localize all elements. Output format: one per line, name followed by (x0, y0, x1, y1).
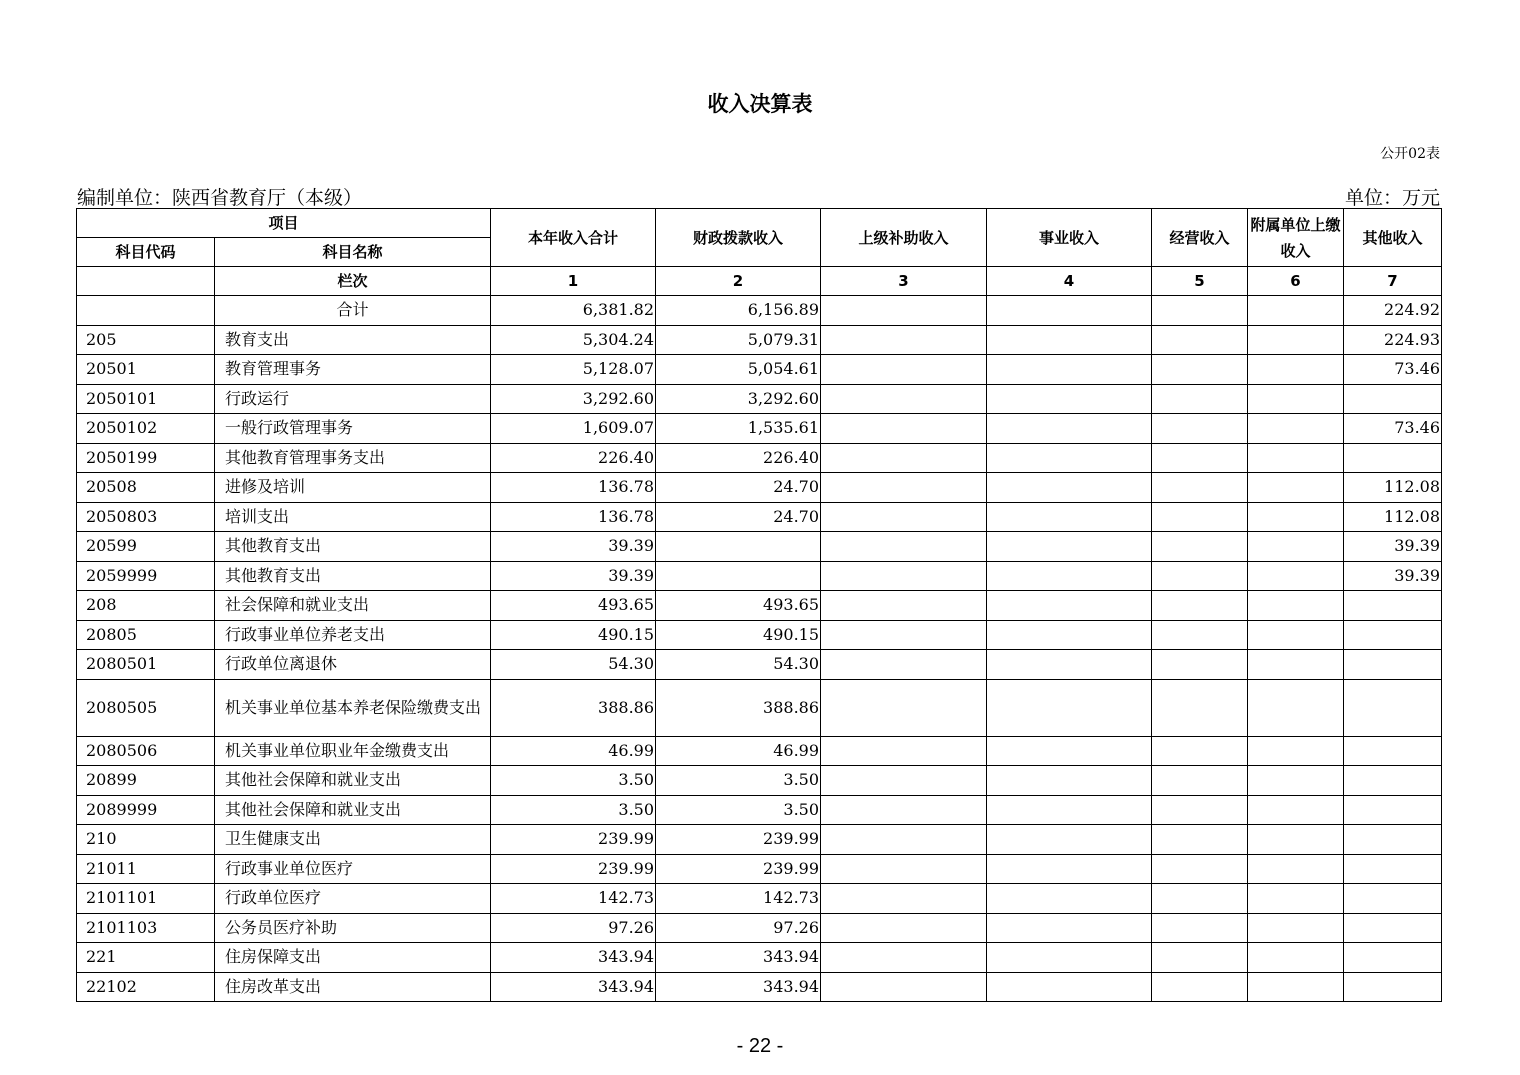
header-num-5: 5 (1152, 267, 1248, 296)
amount-col-7: 224.93 (1344, 325, 1442, 355)
amount-col-1: 39.39 (491, 532, 656, 562)
amount-col-2: 142.73 (656, 884, 821, 914)
amount-col-2: 1,535.61 (656, 414, 821, 444)
header-num-7: 7 (1344, 267, 1442, 296)
subject-code: 21011 (77, 854, 215, 884)
subject-name: 培训支出 (215, 502, 491, 532)
amount-col-1: 239.99 (491, 825, 656, 855)
table-row (77, 620, 1442, 650)
amount-col-4 (987, 679, 1152, 736)
amount-col-6 (1248, 325, 1344, 355)
header-num-6: 6 (1248, 267, 1344, 296)
amount-col-5 (1152, 384, 1248, 414)
header-project: 项目 (77, 209, 491, 238)
amount-col-1: 3.50 (491, 766, 656, 796)
amount-col-6 (1248, 384, 1344, 414)
subject-code: 20501 (77, 355, 215, 385)
amount-col-7: 73.46 (1344, 355, 1442, 385)
amount-col-4 (987, 913, 1152, 943)
amount-col-4 (987, 591, 1152, 621)
amount-col-3 (821, 443, 987, 473)
amount-col-5 (1152, 414, 1248, 444)
amount-col-6 (1248, 884, 1344, 914)
amount-col-2: 388.86 (656, 679, 821, 736)
amount-col-7 (1344, 972, 1442, 1002)
amount-col-1: 226.40 (491, 443, 656, 473)
header-name: 科目名称 (215, 238, 491, 267)
amount-col-3 (821, 913, 987, 943)
amount-col-3 (821, 943, 987, 973)
amount-col-4 (987, 972, 1152, 1002)
subject-code: 2101103 (77, 913, 215, 943)
amount-col-7 (1344, 913, 1442, 943)
currency-unit: 单位：万元 (1344, 187, 1440, 209)
amount-col-3 (821, 296, 987, 326)
subject-name: 其他教育管理事务支出 (215, 443, 491, 473)
amount-col-3 (821, 795, 987, 825)
amount-col-3 (821, 884, 987, 914)
amount-col-1: 136.78 (491, 473, 656, 503)
subject-code: 210 (77, 825, 215, 855)
amount-col-3 (821, 591, 987, 621)
amount-col-6 (1248, 355, 1344, 385)
table-row (77, 355, 1442, 385)
subject-code: 2059999 (77, 561, 215, 591)
amount-col-6 (1248, 795, 1344, 825)
amount-col-2: 3.50 (656, 795, 821, 825)
amount-col-7 (1344, 679, 1442, 736)
subject-name: 教育管理事务 (215, 355, 491, 385)
amount-col-5 (1152, 650, 1248, 680)
table-row (77, 854, 1442, 884)
table-row (77, 913, 1442, 943)
amount-col-7: 224.92 (1344, 296, 1442, 326)
amount-col-4 (987, 414, 1152, 444)
subject-name: 其他教育支出 (215, 532, 491, 562)
table-row (77, 296, 1442, 326)
subject-code: 20899 (77, 766, 215, 796)
amount-col-2: 6,156.89 (656, 296, 821, 326)
amount-col-5 (1152, 913, 1248, 943)
amount-col-4 (987, 795, 1152, 825)
amount-col-7 (1344, 943, 1442, 973)
subject-name: 其他教育支出 (215, 561, 491, 591)
amount-col-2: 343.94 (656, 943, 821, 973)
table-row (77, 591, 1442, 621)
table-row (77, 473, 1442, 503)
amount-col-6 (1248, 650, 1344, 680)
header-num-1: 1 (491, 267, 656, 296)
header-operating: 经营收入 (1152, 209, 1248, 267)
subject-name: 合计 (215, 296, 491, 326)
amount-col-5 (1152, 443, 1248, 473)
page-title: 收入决算表 (707, 92, 813, 116)
amount-col-1: 493.65 (491, 591, 656, 621)
amount-col-3 (821, 325, 987, 355)
subject-name: 其他社会保障和就业支出 (215, 795, 491, 825)
subject-name: 行政单位医疗 (215, 884, 491, 914)
amount-col-6 (1248, 913, 1344, 943)
amount-col-3 (821, 532, 987, 562)
amount-col-3 (821, 736, 987, 766)
table-row (77, 736, 1442, 766)
header-superior: 上级补助收入 (821, 209, 987, 267)
subject-name: 教育支出 (215, 325, 491, 355)
subject-code: 2050102 (77, 414, 215, 444)
subject-code: 208 (77, 591, 215, 621)
amount-col-5 (1152, 854, 1248, 884)
amount-col-6 (1248, 296, 1344, 326)
table-row (77, 679, 1442, 736)
table-row (77, 561, 1442, 591)
amount-col-1: 343.94 (491, 972, 656, 1002)
amount-col-6 (1248, 561, 1344, 591)
amount-col-5 (1152, 561, 1248, 591)
subject-name: 行政单位离退休 (215, 650, 491, 680)
amount-col-2 (656, 561, 821, 591)
amount-col-7 (1344, 795, 1442, 825)
amount-col-5 (1152, 766, 1248, 796)
amount-col-1: 343.94 (491, 943, 656, 973)
amount-col-3 (821, 825, 987, 855)
amount-col-5 (1152, 473, 1248, 503)
amount-col-2: 226.40 (656, 443, 821, 473)
amount-col-6 (1248, 502, 1344, 532)
amount-col-5 (1152, 972, 1248, 1002)
amount-col-5 (1152, 591, 1248, 621)
amount-col-6 (1248, 943, 1344, 973)
amount-col-1: 490.15 (491, 620, 656, 650)
amount-col-7 (1344, 854, 1442, 884)
compiling-unit: 编制单位：陕西省教育厅（本级） (77, 187, 363, 209)
amount-col-6 (1248, 972, 1344, 1002)
amount-col-2: 5,054.61 (656, 355, 821, 385)
amount-col-6 (1248, 620, 1344, 650)
amount-col-1: 1,609.07 (491, 414, 656, 444)
amount-col-1: 54.30 (491, 650, 656, 680)
subject-name: 公务员医疗补助 (215, 913, 491, 943)
amount-col-4 (987, 650, 1152, 680)
amount-col-1: 142.73 (491, 884, 656, 914)
table-body (77, 296, 1442, 1002)
table-row (77, 972, 1442, 1002)
subject-name: 社会保障和就业支出 (215, 591, 491, 621)
amount-col-4 (987, 884, 1152, 914)
amount-col-6 (1248, 766, 1344, 796)
amount-col-5 (1152, 736, 1248, 766)
amount-col-5 (1152, 355, 1248, 385)
amount-col-6 (1248, 532, 1344, 562)
page-number: - 22 - (736, 1035, 784, 1057)
amount-col-4 (987, 943, 1152, 973)
amount-col-7: 73.46 (1344, 414, 1442, 444)
table-row (77, 532, 1442, 562)
amount-col-7 (1344, 825, 1442, 855)
amount-col-2: 54.30 (656, 650, 821, 680)
amount-col-2: 343.94 (656, 972, 821, 1002)
table-row (77, 443, 1442, 473)
amount-col-4 (987, 620, 1152, 650)
subject-name: 机关事业单位基本养老保险缴费支出 (215, 679, 491, 736)
header-fiscal: 财政拨款收入 (656, 209, 821, 267)
amount-col-3 (821, 854, 987, 884)
amount-col-4 (987, 854, 1152, 884)
amount-col-1: 136.78 (491, 502, 656, 532)
amount-col-4 (987, 825, 1152, 855)
subject-name: 卫生健康支出 (215, 825, 491, 855)
amount-col-1: 5,128.07 (491, 355, 656, 385)
amount-col-3 (821, 384, 987, 414)
subject-code: 205 (77, 325, 215, 355)
amount-col-4 (987, 561, 1152, 591)
amount-col-6 (1248, 854, 1344, 884)
amount-col-1: 97.26 (491, 913, 656, 943)
header-col-index: 栏次 (215, 267, 491, 296)
amount-col-5 (1152, 296, 1248, 326)
amount-col-5 (1152, 943, 1248, 973)
amount-col-2: 3,292.60 (656, 384, 821, 414)
amount-col-3 (821, 972, 987, 1002)
amount-col-4 (987, 736, 1152, 766)
header-business: 事业收入 (987, 209, 1152, 267)
subject-name: 行政事业单位养老支出 (215, 620, 491, 650)
subject-code: 22102 (77, 972, 215, 1002)
amount-col-3 (821, 620, 987, 650)
table-row (77, 325, 1442, 355)
amount-col-6 (1248, 473, 1344, 503)
amount-col-4 (987, 325, 1152, 355)
amount-col-3 (821, 766, 987, 796)
table-number: 公开02表 (1380, 146, 1440, 162)
amount-col-4 (987, 384, 1152, 414)
table-row (77, 825, 1442, 855)
table-row (77, 766, 1442, 796)
amount-col-4 (987, 473, 1152, 503)
amount-col-5 (1152, 620, 1248, 650)
header-num-4: 4 (987, 267, 1152, 296)
amount-col-4 (987, 532, 1152, 562)
subject-code: 20599 (77, 532, 215, 562)
subject-name: 住房改革支出 (215, 972, 491, 1002)
subject-code: 2101101 (77, 884, 215, 914)
header-num-2: 2 (656, 267, 821, 296)
table-row (77, 650, 1442, 680)
amount-col-1: 239.99 (491, 854, 656, 884)
amount-col-5 (1152, 502, 1248, 532)
subject-name: 其他社会保障和就业支出 (215, 766, 491, 796)
amount-col-3 (821, 473, 987, 503)
amount-col-2: 3.50 (656, 766, 821, 796)
amount-col-7 (1344, 443, 1442, 473)
amount-col-2 (656, 532, 821, 562)
amount-col-2: 5,079.31 (656, 325, 821, 355)
amount-col-5 (1152, 884, 1248, 914)
amount-col-3 (821, 679, 987, 736)
header-affiliated: 附属单位上缴收入 (1248, 209, 1344, 267)
amount-col-7: 112.08 (1344, 473, 1442, 503)
amount-col-4 (987, 502, 1152, 532)
amount-col-6 (1248, 443, 1344, 473)
amount-col-2: 490.15 (656, 620, 821, 650)
table-row (77, 414, 1442, 444)
subject-code: 2050803 (77, 502, 215, 532)
amount-col-4 (987, 766, 1152, 796)
amount-col-5 (1152, 325, 1248, 355)
amount-col-7 (1344, 766, 1442, 796)
subject-name: 机关事业单位职业年金缴费支出 (215, 736, 491, 766)
amount-col-7: 39.39 (1344, 561, 1442, 591)
subject-name: 行政运行 (215, 384, 491, 414)
subject-name: 进修及培训 (215, 473, 491, 503)
table-row (77, 384, 1442, 414)
amount-col-5 (1152, 825, 1248, 855)
amount-col-7 (1344, 736, 1442, 766)
amount-col-1: 3,292.60 (491, 384, 656, 414)
amount-col-7 (1344, 620, 1442, 650)
amount-col-2: 493.65 (656, 591, 821, 621)
amount-col-3 (821, 650, 987, 680)
amount-col-4 (987, 355, 1152, 385)
amount-col-6 (1248, 591, 1344, 621)
table-row (77, 884, 1442, 914)
amount-col-6 (1248, 736, 1344, 766)
subject-code: 2050199 (77, 443, 215, 473)
subject-code: 2080506 (77, 736, 215, 766)
subject-name: 一般行政管理事务 (215, 414, 491, 444)
amount-col-6 (1248, 825, 1344, 855)
amount-col-5 (1152, 795, 1248, 825)
amount-col-7: 39.39 (1344, 532, 1442, 562)
subject-code: 2080505 (77, 679, 215, 736)
amount-col-1: 46.99 (491, 736, 656, 766)
subject-code (77, 296, 215, 326)
amount-col-7 (1344, 591, 1442, 621)
subject-code: 2089999 (77, 795, 215, 825)
amount-col-7: 112.08 (1344, 502, 1442, 532)
amount-col-2: 24.70 (656, 473, 821, 503)
amount-col-5 (1152, 679, 1248, 736)
table-row (77, 943, 1442, 973)
amount-col-6 (1248, 679, 1344, 736)
subject-code: 20508 (77, 473, 215, 503)
amount-col-3 (821, 355, 987, 385)
amount-col-7 (1344, 384, 1442, 414)
amount-col-2: 239.99 (656, 854, 821, 884)
amount-col-3 (821, 414, 987, 444)
amount-col-1: 388.86 (491, 679, 656, 736)
table-row (77, 502, 1442, 532)
subject-code: 221 (77, 943, 215, 973)
header-total-income: 本年收入合计 (491, 209, 656, 267)
amount-col-1: 5,304.24 (491, 325, 656, 355)
header-num-3: 3 (821, 267, 987, 296)
amount-col-7 (1344, 650, 1442, 680)
amount-col-2: 97.26 (656, 913, 821, 943)
header-blank (77, 267, 215, 296)
amount-col-2: 24.70 (656, 502, 821, 532)
subject-code: 20805 (77, 620, 215, 650)
subject-code: 2050101 (77, 384, 215, 414)
table-row (77, 795, 1442, 825)
header-other: 其他收入 (1344, 209, 1442, 267)
amount-col-1: 3.50 (491, 795, 656, 825)
amount-col-6 (1248, 414, 1344, 444)
amount-col-5 (1152, 532, 1248, 562)
amount-col-2: 46.99 (656, 736, 821, 766)
subject-name: 行政事业单位医疗 (215, 854, 491, 884)
amount-col-3 (821, 561, 987, 591)
header-code: 科目代码 (77, 238, 215, 267)
amount-col-4 (987, 296, 1152, 326)
subject-code: 2080501 (77, 650, 215, 680)
amount-col-1: 39.39 (491, 561, 656, 591)
amount-col-3 (821, 502, 987, 532)
amount-col-2: 239.99 (656, 825, 821, 855)
amount-col-7 (1344, 884, 1442, 914)
amount-col-1: 6,381.82 (491, 296, 656, 326)
subject-name: 住房保障支出 (215, 943, 491, 973)
amount-col-4 (987, 443, 1152, 473)
income-table (76, 208, 1442, 1002)
